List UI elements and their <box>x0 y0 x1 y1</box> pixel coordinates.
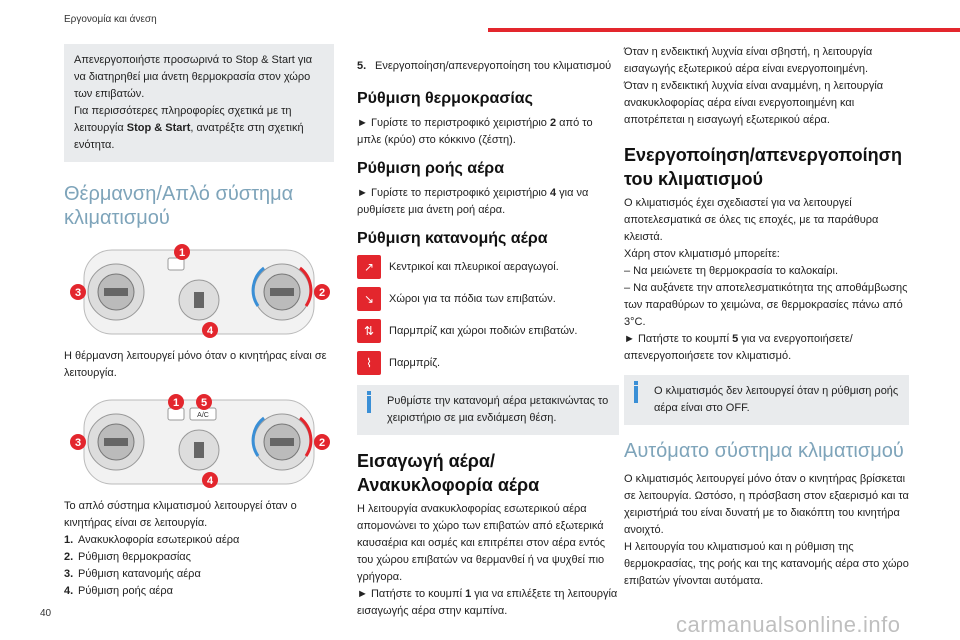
callout-1-label: 1 <box>178 247 186 259</box>
page-number: 40 <box>40 608 52 619</box>
callout-5-label: 5 <box>200 397 208 409</box>
face-vent-icon: ↗ <box>357 255 381 279</box>
ac-heading: Ενεργοποίηση/απενεργοποίηση του κλιματισμού <box>624 145 902 189</box>
column-3 <box>624 44 909 590</box>
header-accent-bar <box>488 28 960 32</box>
callout-1-label: 1 <box>172 397 180 409</box>
intake-press-text: ► Πατήστε το κουμπί 1 για να επιλέξετε τη λειτουργία εισαγωγής αέρα στην καμπίνα. <box>357 588 618 617</box>
distribution-item: ⌇ Παρμπρίζ. <box>357 351 619 375</box>
ac-panel-svg <box>64 394 334 490</box>
callout-3-label: 3 <box>74 287 82 299</box>
flow-heading: Ρύθμιση ροής αέρα <box>357 160 505 177</box>
distribution-heading: Ρύθμιση κατανομής αέρα <box>357 230 548 247</box>
distribution-item: ↘ Χώροι για τα πόδια των επιβατών. <box>357 287 619 311</box>
list-item: 4. Ρύθμιση ροής αέρα <box>64 585 173 597</box>
distribution-item: ⇅ Παρμπρίζ και χώροι ποδιών επιβατών. <box>357 319 619 343</box>
section-header: Εργονομία και άνεση <box>64 14 157 25</box>
auto-ac-text-2: Η λειτουργία του κλιματισμού και η ρύθμιση της θερμοκρασίας, της ροής και της κατανομής αέρα στο χώρο επιβατών γίνονται αυτόματα. <box>624 541 909 587</box>
list-item: 1. Ανακυκλοφορία εσωτερικού αέρα <box>64 534 240 546</box>
lamp-on-text: Όταν η ενδεικτική λυχνία είναι αναμμένη, η λειτουργία ανακυκλοφορίας αέρα είναι ενεργοποιημένη και αποτρέπεται η εισαγωγή εξωτερικού αέρα. <box>624 80 884 126</box>
ac-bullet-1: – Να μειώνετε τη θερμοκρασία το καλοκαίρι. <box>624 265 839 277</box>
heating-panel-svg <box>64 244 334 340</box>
column-1 <box>64 44 334 600</box>
stop-start-note <box>64 44 334 162</box>
list-item: 2. Ρύθμιση θερμοκρασίας <box>64 551 191 563</box>
temperature-text: ► Γυρίστε το περιστροφικό χειριστήριο 2 από το μπλε (κρύο) στο κόκκινο (ζέστη). <box>357 117 593 146</box>
ac-press-text: ► Πατήστε το κουμπί 5 για να ενεργοποιήσετε/απενεργοποιήσετε τον κλιματισμό. <box>624 333 853 362</box>
heating-caption: Η θέρμανση λειτουργεί μόνο όταν ο κινητήρας είναι σε λειτουργία. <box>64 350 327 379</box>
intake-heading: Εισαγωγή αέρα/Ανακυκλοφορία αέρα <box>357 451 540 495</box>
callout-2-label: 2 <box>318 287 326 299</box>
note-text-1: Απενεργοποιήστε προσωρινά το Stop & Start για να διατηρηθεί μια άνετη θερμοκρασία στον χώρο των επιβατών. <box>74 54 313 100</box>
intake-text: Η λειτουργία ανακυκλοφορίας εσωτερικού αέρα απομονώνει το χώρο των επιβατών από εξωτερικά καυσαέρια και οσμές και επιτρέπει στον αέρα εντός του χώρου επιβατών να θερμανθεί ή να ψυχθεί πιο γρήγορα. <box>357 503 606 583</box>
list-item: 3. Ρύθμιση κατανομής αέρα <box>64 568 201 580</box>
ac-caption: Το απλό σύστημα κλιματισμού λειτουργεί όταν ο κινητήρας είναι σε λειτουργία. <box>64 500 297 529</box>
info-icon <box>634 381 638 385</box>
info-icon <box>367 391 371 395</box>
auto-ac-text-1: Ο κλιματισμός λειτουργεί μόνο όταν ο κινητήρας βρίσκεται σε λειτουργία. Ωστόσο, η πρόσβαση στον εξαερισμό και τα χειριστήριά του είναι δυνατή με το διακόπτη του κινητήρα ανοιχτό. <box>624 473 909 536</box>
ac-button-label: A/C <box>197 412 209 419</box>
ac-bullet-2: – Να αυξάνετε την αποτελεσματικότητα της αποθάμβωσης των παραθύρων το χειμώνα, σε θερμοκρασίες πάνω από 3°C. <box>624 282 908 328</box>
callout-3-label: 3 <box>74 437 82 449</box>
note-text-2: Για περισσότερες πληροφορίες σχετικά με τη λειτουργία Stop & Start, ανατρέξτε στη σχετική ενότητα. <box>74 105 304 151</box>
ac-info-box: Ο κλιματισμός δεν λειτουργεί όταν η ρύθμιση ροής αέρα είναι στο OFF. <box>624 375 909 425</box>
windscreen-feet-icon: ⇅ <box>357 319 381 343</box>
ac-text-1: Ο κλιματισμός έχει σχεδιαστεί για να λειτουργεί αποτελεσματικά σε όλες τις εποχές, με τα παράθυρα κλειστά. <box>624 197 879 243</box>
distribution-info-box: Ρυθμίστε την κατανομή αέρα μετακινώντας το χειριστήριο σε μια ενδιάμεση θέση. <box>357 385 619 435</box>
ac-text-2: Χάρη στον κλιματισμό μπορείτε: <box>624 248 780 260</box>
distribution-item: ↗ Κεντρικοί και πλευρικοί αεραγωγοί. <box>357 255 619 279</box>
heating-panel-figure <box>64 244 334 340</box>
ac-panel-figure <box>64 394 334 490</box>
flow-text: ► Γυρίστε το περιστροφικό χειριστήριο 4 για να ρυθμίσετε μια άνετη ροή αέρα. <box>357 187 589 216</box>
feet-vent-icon: ↘ <box>357 287 381 311</box>
callout-4-label: 4 <box>206 325 214 337</box>
list-item: 5. Ενεργοποίηση/απενεργοποίηση του κλιματισμού <box>357 60 612 72</box>
column-2 <box>357 44 619 620</box>
watermark: carmanualsonline.info <box>676 612 901 637</box>
callout-4-label: 4 <box>206 475 214 487</box>
callout-2-label: 2 <box>318 437 326 449</box>
heating-heading: Θέρμανση/Απλό σύστημα κλιματισμού <box>64 183 294 229</box>
auto-ac-heading: Αυτόματο σύστημα κλιματισμού <box>624 440 904 462</box>
lamp-off-text: Όταν η ενδεικτική λυχνία είναι σβηστή, η λειτουργία εισαγωγής εξωτερικού αέρα είναι ενεργοποιημένη. <box>624 46 873 75</box>
windscreen-icon: ⌇ <box>357 351 381 375</box>
temperature-heading: Ρύθμιση θερμοκρασίας <box>357 90 533 107</box>
